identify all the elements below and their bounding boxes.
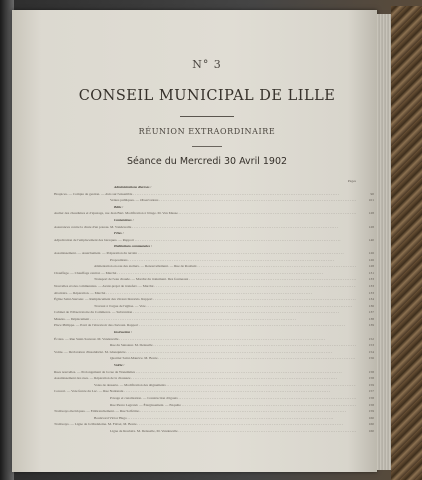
toc-entry-page: 126	[368, 250, 374, 255]
toc-entry-page: 128	[368, 264, 374, 269]
marbled-cover-edge	[391, 6, 422, 480]
toc-entry-page: 153	[368, 343, 374, 348]
toc-section-heading: Voirie :	[114, 363, 125, 368]
toc-entry	[54, 290, 374, 297]
toc-entry-page: 139	[368, 323, 374, 328]
toc-entry	[54, 210, 374, 217]
toc-entry	[54, 270, 374, 277]
toc-entry	[54, 322, 374, 329]
toc-entry	[54, 336, 374, 343]
toc-entry-text: Rues nouvelles. — Prolongement de la rue de Wazemmes . . .	[54, 369, 356, 376]
toc-entry-text: Boulevard Victor Hugo . . .	[54, 415, 356, 422]
toc-entry-page: 137	[368, 310, 374, 315]
toc-pages-header: Pages	[347, 179, 356, 183]
toc-entry-page: 128	[368, 211, 374, 216]
toc-entry-text: Atelier des chaudières et d'ajustage, rue Jean Bart. Modification à l'étage. M. Van Mease . . .	[54, 210, 356, 217]
toc-entry	[54, 428, 374, 435]
toc-entry-page: 158	[368, 369, 374, 374]
toc-entry	[54, 375, 374, 382]
toc-entry	[54, 349, 374, 356]
toc-entry	[54, 369, 374, 376]
toc-entry-page: 156	[368, 356, 374, 361]
toc-entry-text: Assainissement des rues. — Réparation de la chaussée . . .	[54, 375, 356, 382]
toc-entry-page: 133	[368, 283, 374, 288]
title-divider	[180, 116, 234, 117]
toc-entry	[54, 276, 374, 283]
toc-entry-text: Tramways. — Ligne de la Madeleine. M. Fiévet, M. Bonte . . .	[54, 421, 356, 428]
toc-entry-text: Pavage et canalisation. — Construction d'égouts . . .	[54, 395, 356, 402]
toc-entry	[54, 402, 374, 409]
toc-entry-page: 101	[368, 198, 374, 203]
toc-section-heading: Instruction :	[114, 330, 133, 335]
toc-entry-text: Ligne de Roubaix. M. Delesalle, M. Vandewalle . . .	[54, 428, 356, 435]
toc-entry-text: Hospices. — Compte de gestion. — Avis sur l'ensemble . . .	[54, 191, 356, 198]
toc-entry-text: Musées. — Déplacement . . .	[54, 316, 356, 323]
toc-entry-text: Propositions . . .	[54, 257, 356, 264]
toc-entry	[54, 415, 374, 422]
toc-entry-page: 131	[368, 270, 374, 275]
toc-section-heading: Habitations communales :	[114, 244, 153, 249]
subtitle-divider	[192, 146, 222, 147]
toc-entry-page: 134	[368, 297, 374, 302]
toc-entry	[54, 237, 374, 244]
page-title: CONSEIL MUNICIPAL DE LILLE	[78, 88, 336, 104]
toc-entry-text: Quartier Saint-Maurice. M. Bonte . . .	[54, 355, 356, 362]
toc-entry-text: Abattoirs. — Réparation. — Marché . . .	[54, 290, 356, 297]
toc-section-heading: Administrations diverses :	[114, 185, 152, 189]
toc-entry-text: Travaux à l'orgue de l'église. — Vote . . .	[54, 303, 356, 310]
toc-entry-text: Alimentation en eau des ateliers. — Renouvellement. — Rue de Roubaix . . .	[54, 263, 356, 270]
toc-entry	[54, 395, 374, 402]
toc-entry	[54, 257, 374, 264]
toc-entry-text: Rue Pierre Legrand. — Élargissement. — Enquête . . .	[54, 402, 356, 409]
toc-section-heading: Contentieux :	[114, 217, 134, 222]
toc-section-heading: Bâtis :	[114, 204, 124, 209]
toc-entry	[54, 250, 374, 257]
toc-entry-text: Adjudication de l'emplacement des baraques. — Rapport . . .	[54, 237, 356, 244]
toc-entry-text: Chauffage. — Chauffage central. — Marché . . .	[54, 270, 356, 277]
toc-entry-text: Nouvelles écoles communales. — Avant-projet de transfert. — Marché . . .	[54, 283, 356, 290]
toc-entry-page: 133	[368, 290, 374, 295]
toc-entry-page: 160	[368, 415, 374, 420]
toc-entry-text: Voies de desserte. — Modification des alignements . . .	[54, 382, 356, 389]
toc-entry-page: 138	[368, 316, 374, 321]
toc-entry-page: 157	[368, 389, 374, 394]
toc-entry-text: Concert. — Voie ferrée du Lac. — Rue Nationale . . .	[54, 388, 356, 395]
toc-entry	[54, 283, 374, 290]
toc-entry-text: Tramways électriques. — Embranchement. — Rue Solférino . . .	[54, 408, 356, 415]
toc-entry-page: 133	[368, 277, 374, 282]
toc-entry	[54, 303, 374, 310]
toc-entry-page: 90	[370, 191, 374, 196]
document-page	[12, 10, 377, 472]
toc-entry-page: 158	[368, 402, 374, 407]
toc-entry	[54, 296, 374, 303]
toc-entry-page: 158	[368, 396, 374, 400]
toc-entry-page: 154	[368, 349, 374, 354]
toc-entry-text: Rue du Sénateur. M. Delesalle . . .	[54, 342, 356, 349]
toc-entry-page: 159	[368, 409, 374, 414]
toc-entry	[54, 408, 374, 415]
table-of-contents	[54, 178, 374, 435]
toc-entry	[54, 355, 374, 362]
toc-entry-page: 126	[368, 257, 374, 262]
toc-entry-page: 136	[368, 303, 374, 308]
toc-entry	[54, 342, 374, 349]
toc-entry-page: 159	[368, 382, 374, 387]
toc-entry	[54, 224, 374, 231]
toc-entry	[54, 191, 374, 198]
meeting-type: RÉUNION EXTRAORDINAIRE	[138, 127, 276, 136]
toc-section-heading: Fêtes :	[114, 231, 124, 236]
toc-entry-page: 140	[368, 237, 374, 242]
toc-entry	[54, 421, 374, 428]
toc-entry	[54, 263, 374, 270]
toc-entry-text: Écoles. — Rue Saint-Sauveur. M. Vandewalle . . .	[54, 336, 356, 343]
toc-entry-page: 128	[368, 224, 374, 229]
toc-entry-text: Église Saint-Sauveur. — Remplacement des vitraux historiés. Rapport . . .	[54, 296, 356, 303]
toc-entry	[54, 309, 374, 316]
toc-entry-page: 160	[368, 422, 374, 427]
page-edges	[377, 14, 391, 470]
toc-entry-text: Cabinet de l'Observatoire du Commerce. — Subvention . . .	[54, 309, 356, 316]
toc-entry-text: Ventes publiques. — Observations . . .	[54, 197, 356, 204]
toc-entry-page: 158	[368, 376, 374, 381]
toc-entry-page: 160	[368, 428, 374, 433]
toc-entry	[54, 382, 374, 389]
session-date: Séance du Mercredi 30 Avril 1902	[126, 156, 288, 167]
toc-entry-text: Transport de l'eau chaude. — Marché du traitement. Des fourneaux . . .	[54, 276, 356, 283]
toc-entry-text: Place Philippe. — Pavé de l'abreuvoir des chevaux. Rapport . . .	[54, 322, 356, 329]
toc-entry-page: 152	[368, 336, 374, 341]
toc-entry-text: Assurances contre la chute d'un poteau. M. Vandewalle . . .	[54, 224, 356, 231]
toc-entry	[54, 316, 374, 323]
toc-entry	[54, 197, 374, 204]
toc-entry-text: Assainissement. — Assèchement. — Préparation du terrain . . .	[54, 250, 356, 257]
toc-entry-text: Voirie. — Déclaration d'insalubrité. M. Ghesquière . . .	[54, 349, 356, 356]
toc-entry	[54, 388, 374, 395]
issue-number: N° 3	[192, 58, 222, 71]
